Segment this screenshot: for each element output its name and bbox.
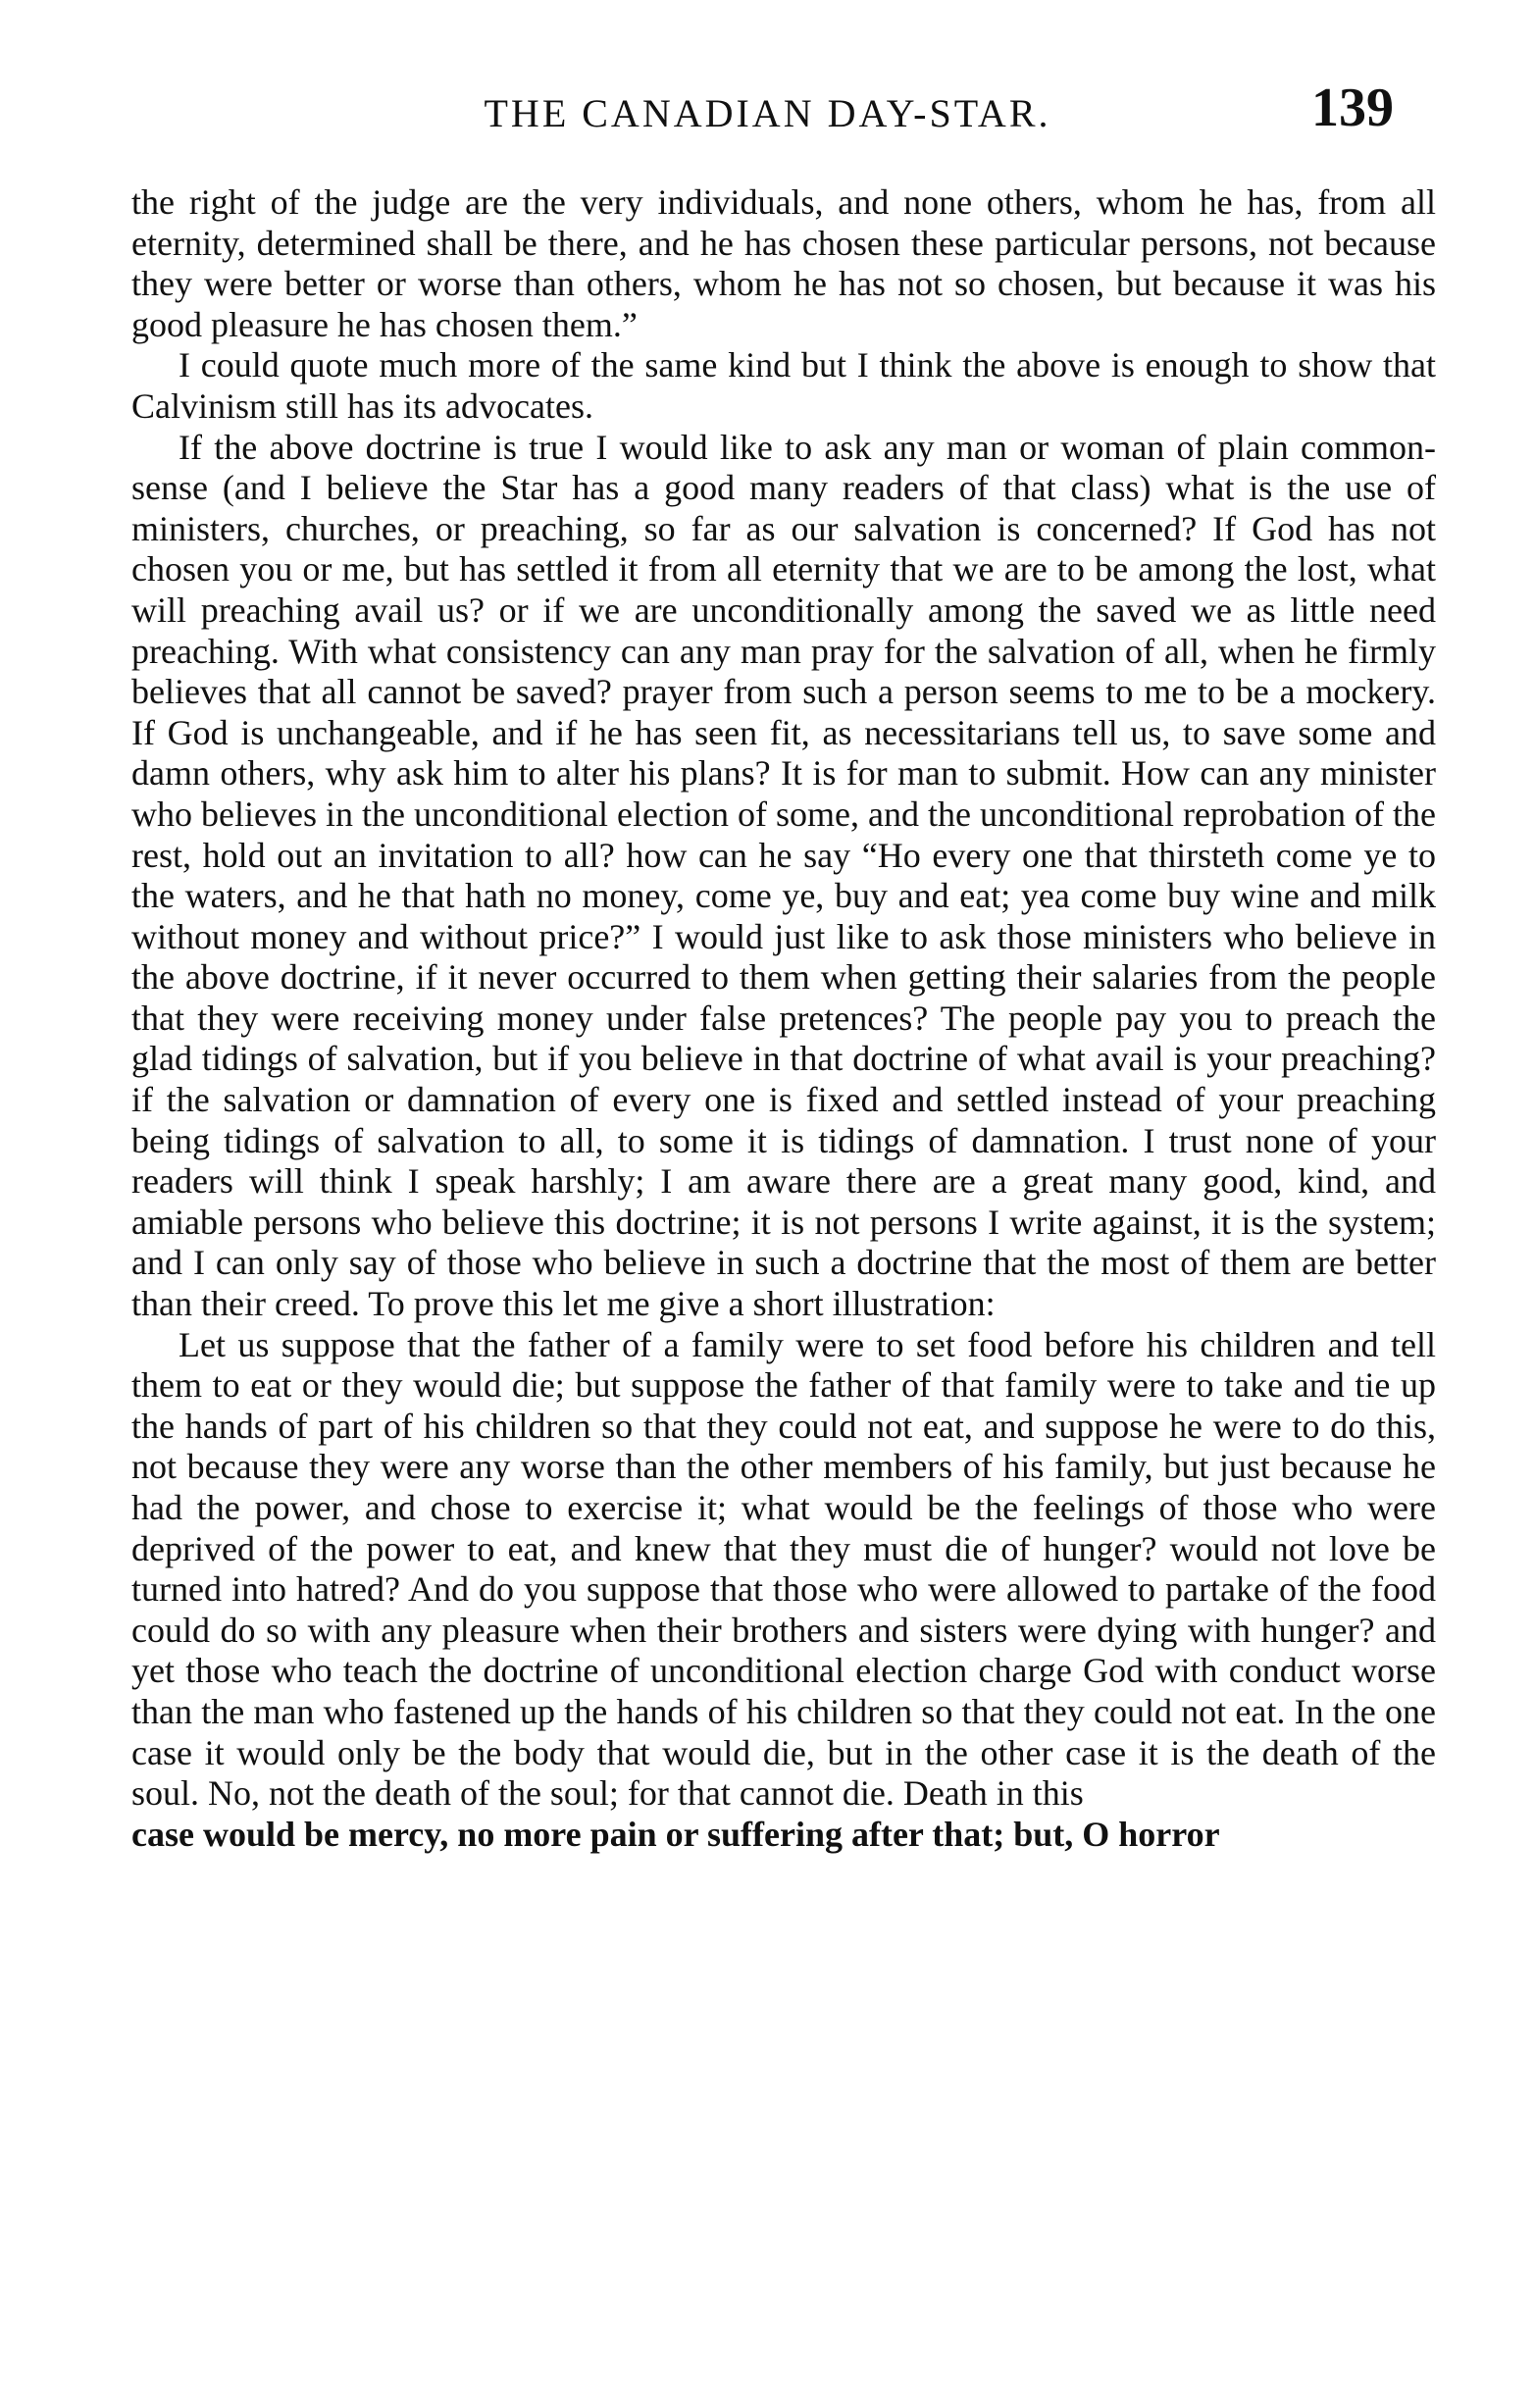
paragraph: If the above doctrine is true I would like to ask any man or woman of plain common-sense (and I believe the Star has a good many readers of that class) what is the use of ministers, churches, or preaching, so far as our salvation is concerned? If God has not chosen you or me, but has settled it from all eternity that we are to be among the lost, what will preaching avail us? or if we are unconditionally among the saved we as little need preaching. With what consistency can any man pray for the salvation of all, when he firmly believes that all cannot be saved? prayer from such a person seems to me to be a mockery. If God is unchangeable, and if he has seen fit, as necessitarians tell us, to save some and damn others, why ask him to alter his plans? It is for man to submit. How can any minister who believes in the unconditional election of some, and the unconditional reprobation of the rest, hold out an invitation to all? how can he say “Ho every one that thirsteth come ye to the waters, and he that hath no money, come ye, buy and eat; yea come buy wine and milk without money and without price?” I would just like to ask those ministers who believe in the above doctrine, if it never occurred to them when getting their salaries from the people that they were receiving money under false pretences? The people pay you to preach the glad tidings of salvation, but if you believe in that doctrine of what avail is your preaching? if the salvation or damnation of every one is fixed and settled instead of your preaching being tidings of salvation to all, to some it is tidings of damnation. I trust none of your readers will think I speak harshly; I am aware there are a great many good, kind, and amiable persons who believe this doctrine; it is not persons I write against, it is the system; and I can only say of those who believe in such a doctrine that the most of them are better than their creed. To prove this let me give a short illustration: (131, 427, 1436, 1324)
paragraph-continuation: the right of the judge are the very individuals, and none others, whom he has, from all eternity, determined shall be there, and he has chosen these particular persons, not because they were better or worse than others, whom he has not so chosen, but because it was his good pleasure he has chosen them.” (131, 182, 1436, 344)
paragraph: I could quote much more of the same kind but I think the above is enough to show that Calvinism still has its advocates. (131, 345, 1436, 426)
article-body (131, 182, 1436, 1855)
running-title: THE CANADIAN DAY-STAR. (484, 91, 1051, 135)
paragraph-final-line: case would be mercy, no more pain or suffering after that; but, O horror (131, 1814, 1220, 1854)
page-header (118, 77, 1417, 155)
page-number: 139 (1311, 77, 1394, 138)
paragraph: Let us suppose that the father of a family were to set food before his children and tell them to eat or they would die; but suppose the father of that family were to take and tie up the hands of part of his children so that they could not eat, and suppose he were to do this, not because they were any worse than the other members of his family, but just because he had the power, and chose to exercise it; what would be the feelings of those who were deprived of the power to eat, and knew that they must die of hunger? would not love be turned into hatred? And do you suppose that those who were allowed to partake of the food could do so with any pleasure when their brothers and sisters were dying with hunger? and yet those who teach the doctrine of unconditional election charge God with conduct worse than the man who fastened up the hands of his children so that they could not eat. In the one case it would only be the body that would die, but in the other case it is the death of the soul. No, not the death of the soul; for that cannot die. Death in this (131, 1324, 1436, 1814)
